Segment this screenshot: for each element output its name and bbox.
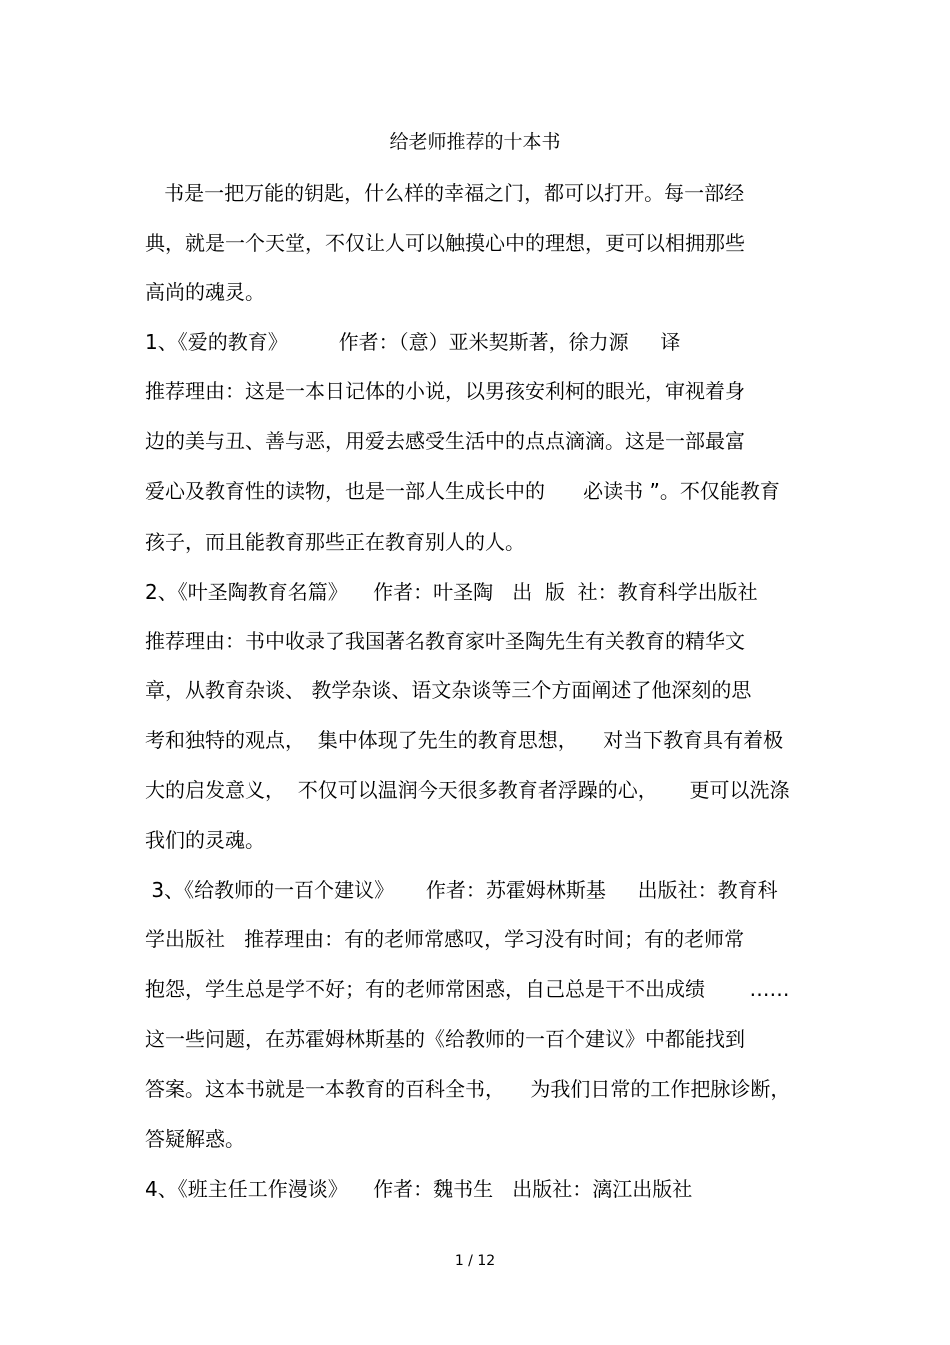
text-line: 大的启发意义， 不仅可以温润今天很多教育者浮躁的心， 更可以洗涤 xyxy=(145,778,790,802)
book-heading-4: 4、《班主任工作漫谈》 作者：魏书生 出版社：漓江出版社 xyxy=(145,1177,693,1201)
text-line: 推荐理由：这是一本日记体的小说，以男孩安利柯的眼光，审视着身 xyxy=(145,379,745,403)
text-line: 章，从教育杂谈、 教学杂谈、语文杂谈等三个方面阐述了他深刻的思 xyxy=(145,678,752,702)
document-title: 给老师推荐的十本书 xyxy=(389,131,561,153)
text-line: 学出版社 推荐理由：有的老师常感叹，学习没有时间；有的老师常 xyxy=(145,927,745,951)
text-line: 边的美与丑、善与恶，用爱去感受生活中的点点滴滴。这是一部最富 xyxy=(145,429,745,453)
text-line: 爱心及教育性的读物，也是一部人生成长中的 必读书 ”。不仅能教育 xyxy=(145,479,780,503)
text-line: 典，就是一个天堂，不仅让人可以触摸心中的理想，更可以相拥那些 xyxy=(145,231,745,255)
text-line: 答疑解惑。 xyxy=(145,1127,245,1151)
text-line: 孩子，而且能教育那些正在教育别人的人。 xyxy=(145,530,525,554)
text-line: 我们的灵魂。 xyxy=(145,828,265,852)
text-line: 推荐理由：书中收录了我国著名教育家叶圣陶先生有关教育的精华文 xyxy=(145,629,745,653)
book-heading-1: 1、《爱的教育》 作者：（意）亚米契斯著，徐力源 译 xyxy=(145,330,681,354)
text-line: 这一些问题，在苏霍姆林斯基的《给教师的一百个建议》中都能找到 xyxy=(145,1027,745,1051)
text-line: 高尚的魂灵。 xyxy=(145,280,265,304)
book-heading-2: 2、《叶圣陶教育名篇》 作者：叶圣陶 出 版 社：教育科学出版社 xyxy=(145,580,758,604)
text-line: 考和独特的观点， 集中体现了先生的教育思想， 对当下教育具有着极 xyxy=(145,728,784,752)
page-number: 1 / 12 xyxy=(454,1253,496,1269)
text-line: 答案。这本书就是一本教育的百科全书， 为我们日常的工作把脉诊断， xyxy=(145,1077,791,1101)
text-line: 抱怨，学生总是学不好；有的老师常困惑，自己总是干不出成绩 …… xyxy=(145,977,790,1001)
book-heading-3: 3、《给教师的一百个建议》 作者：苏霍姆林斯基 出版社：教育科 xyxy=(145,878,778,902)
text-line: 书是一把万能的钥匙，什么样的幸福之门，都可以打开。每一部经 xyxy=(145,181,745,205)
